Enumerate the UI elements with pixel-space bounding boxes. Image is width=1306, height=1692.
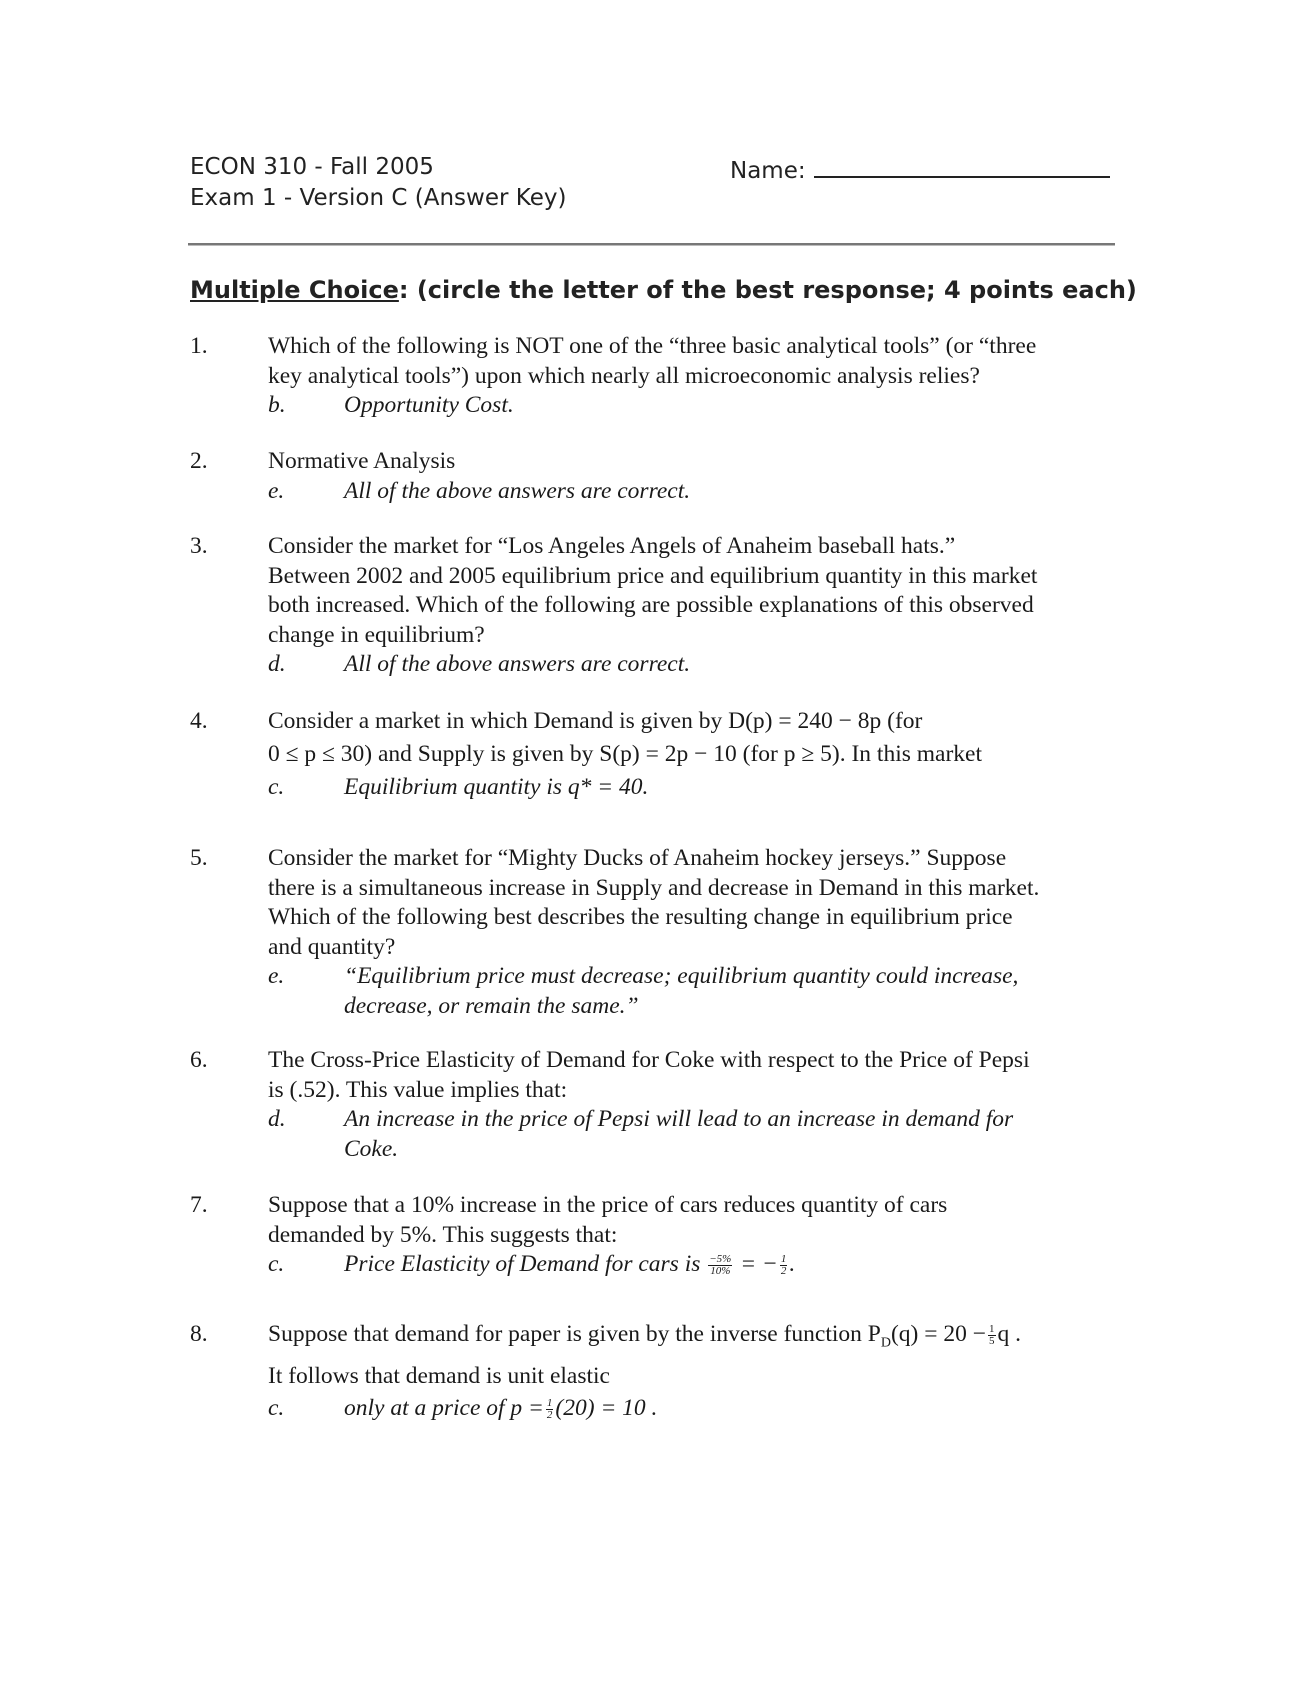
fraction-denominator: 2: [546, 1408, 553, 1421]
answer-letter: c.: [268, 1251, 285, 1277]
answer-suffix: .: [789, 1251, 796, 1277]
answer-letter: c.: [268, 774, 285, 800]
name-blank-line[interactable]: [814, 152, 1110, 178]
answer-suffix: (20) = 10 .: [555, 1394, 658, 1421]
answer-text: Opportunity Cost.: [344, 392, 514, 418]
question-number: 7.: [190, 1192, 208, 1218]
question-stem: [268, 705, 1110, 804]
answer-letter: b.: [268, 392, 286, 418]
answer-letter: d.: [268, 651, 286, 677]
half-fraction: [780, 1254, 788, 1277]
fraction-numerator: 1: [546, 1396, 553, 1409]
answer-text: An increase in the price of Pepsi will lead to an increase in demand for: [344, 1106, 1014, 1132]
section-title-instructions: : (circle the letter of the best response; 4 points each): [398, 276, 1137, 304]
answer-letter: c.: [268, 1394, 285, 1421]
answer-text: [344, 1392, 1110, 1424]
fraction-numerator: 1: [780, 1253, 787, 1266]
answer-text: Coke.: [344, 1135, 399, 1162]
question-stem: [268, 447, 1110, 506]
question-number: 4.: [190, 708, 208, 734]
exam-title: Exam 1 - Version C (Answer Key): [190, 185, 567, 211]
stem-line: and quantity?: [268, 933, 396, 960]
stem-mid: (q) = 20 −: [890, 1321, 986, 1347]
answer: [268, 771, 1110, 804]
answer: [268, 477, 1110, 507]
question-stem: [268, 1318, 1110, 1424]
question-stem: [268, 332, 1110, 421]
stem-line: Normative Analysis: [268, 448, 456, 474]
question-number: 6.: [190, 1047, 208, 1073]
answer-letter: e.: [268, 477, 285, 504]
answer-text: All of the above answers are correct.: [344, 651, 691, 677]
stem-line: The Cross-Price Elasticity of Demand for Coke with respect to the Price of Pepsi: [268, 1047, 1030, 1073]
answer: [268, 962, 1110, 1021]
answer-text: “Equilibrium price must decrease; equilibrium quantity could increase,: [344, 963, 1019, 989]
question-stem: [268, 844, 1110, 1021]
stem-line: 0 ≤ p ≤ 30) and Supply is given by S(p) = 2p − 10 (for p ≥ 5). In this market: [268, 741, 982, 767]
question-number: 2.: [190, 448, 208, 474]
stem-line: demanded by 5%. This suggests that:: [268, 1221, 618, 1248]
fraction-denominator: 10%: [710, 1265, 731, 1278]
name-block: [730, 152, 1110, 187]
answer-text: decrease, or remain the same.”: [344, 992, 639, 1019]
elasticity-fraction: [708, 1254, 732, 1277]
stem-line: Which of the following best describes the resulting change in equilibrium price: [268, 904, 1013, 930]
stem-line: [268, 1318, 1110, 1360]
question-number: 1.: [190, 333, 208, 359]
stem-line: is (.52). This value implies that:: [268, 1076, 568, 1103]
answer: [268, 1392, 1110, 1424]
name-label: Name:: [730, 158, 806, 184]
question-stem: [268, 1191, 1110, 1280]
answer: [268, 391, 1110, 421]
answer: [268, 1250, 1110, 1280]
fraction-numerator: −5%: [709, 1253, 732, 1266]
course-title: ECON 310 - Fall 2005: [190, 154, 434, 180]
answer-text: All of the above answers are correct.: [344, 477, 691, 504]
section-title: [190, 276, 1137, 304]
section-title-underlined: Multiple Choice: [190, 276, 399, 304]
header-divider: [188, 243, 1115, 246]
half-fraction: [546, 1398, 554, 1421]
answer-text: Equilibrium quantity is q* = 40.: [344, 774, 649, 800]
stem-line: Consider a market in which Demand is given by D(p) = 240 − 8p (for: [268, 708, 923, 734]
stem-line: Between 2002 and 2005 equilibrium price and equilibrium quantity in this market: [268, 562, 1038, 589]
stem-line: Which of the following is NOT one of the “three basic analytical tools” (or “three: [268, 333, 1037, 359]
stem-line: change in equilibrium?: [268, 621, 485, 648]
stem-line: It follows that demand is unit elastic: [268, 1362, 610, 1389]
stem-subscript: D: [880, 1335, 891, 1351]
header-left: [190, 152, 566, 214]
stem-suffix: q .: [997, 1321, 1021, 1347]
answer: [268, 1105, 1110, 1164]
answer-prefix: Price Elasticity of Demand for cars is: [344, 1251, 701, 1277]
fraction-numerator: 1: [989, 1323, 995, 1336]
fraction-denominator: 5: [989, 1335, 995, 1348]
answer-letter: e.: [268, 963, 285, 989]
answer-prefix: only at a price of p =: [344, 1394, 544, 1421]
answer-equals: = −: [740, 1251, 778, 1277]
stem-line: both increased. Which of the following are possible explanations of this observed: [268, 592, 1034, 618]
question-number: 5.: [190, 845, 208, 871]
question-number: 3.: [190, 533, 208, 559]
stem-line: there is a simultaneous increase in Supply and decrease in Demand in this market.: [268, 874, 1040, 901]
stem-line: key analytical tools”) upon which nearly all microeconomic analysis relies?: [268, 362, 980, 389]
fraction-denominator: 2: [780, 1265, 787, 1278]
question-number: 8.: [190, 1321, 208, 1347]
answer-letter: d.: [268, 1106, 286, 1132]
question-stem: [268, 532, 1110, 680]
stem-line: Consider the market for “Mighty Ducks of Anaheim hockey jerseys.” Suppose: [268, 845, 1007, 871]
answer-text: [344, 1250, 1110, 1280]
answer: [268, 650, 1110, 680]
stem-line: Consider the market for “Los Angeles Angels of Anaheim baseball hats.”: [268, 533, 956, 559]
stem-prefix: Suppose that demand for paper is given by the inverse function P: [268, 1321, 881, 1347]
stem-line: Suppose that a 10% increase in the price of cars reduces quantity of cars: [268, 1192, 948, 1218]
question-stem: [268, 1046, 1110, 1164]
fifth-fraction: [988, 1324, 996, 1347]
